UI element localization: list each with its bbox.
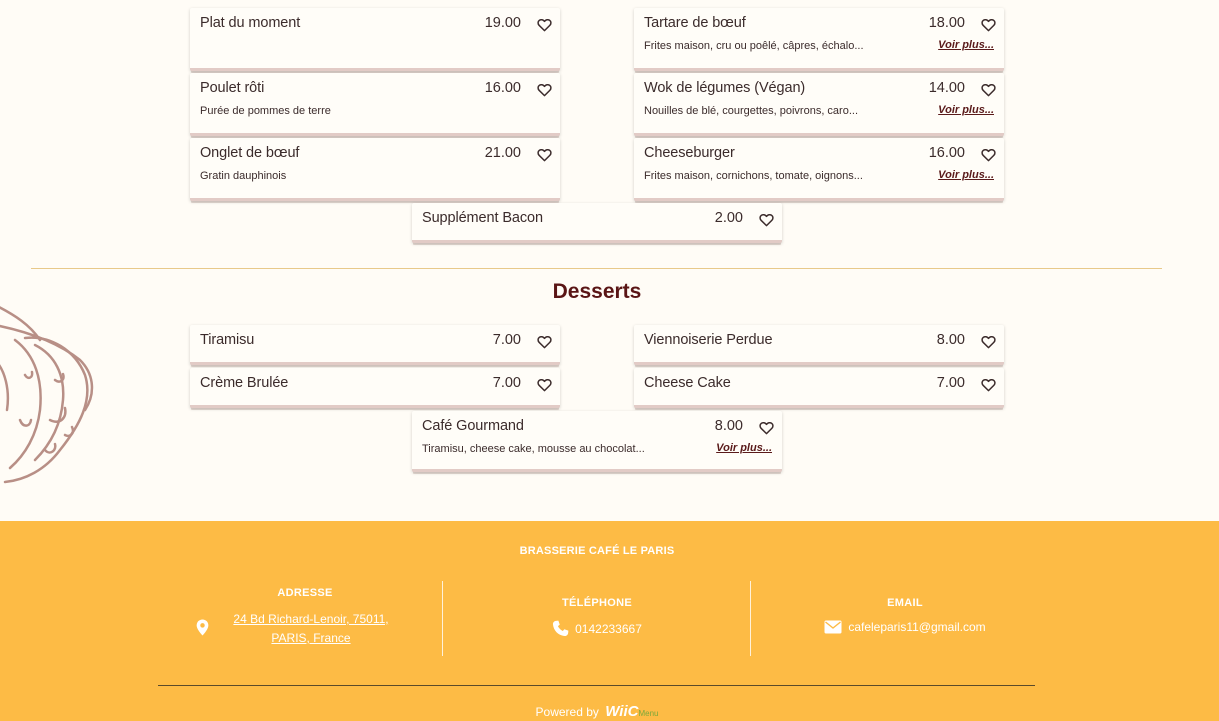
item-name: Cheese Cake (644, 375, 731, 391)
menu-item-card[interactable] (634, 8, 1004, 71)
item-description: Frites maison, cornichons, tomate, oignons... (644, 170, 863, 182)
footer-separator (442, 581, 443, 656)
heart-icon[interactable] (981, 335, 996, 349)
heart-icon[interactable] (537, 18, 552, 32)
heart-icon[interactable] (537, 378, 552, 392)
menu-item-card[interactable] (634, 73, 1004, 136)
item-price: 21.00 (484, 145, 521, 161)
item-name: Café Gourmand (422, 418, 524, 434)
see-more-link[interactable]: Voir plus... (716, 442, 772, 454)
heart-icon[interactable] (981, 148, 996, 162)
footer-divider (158, 685, 1035, 686)
heart-icon[interactable] (537, 83, 552, 97)
address-link[interactable] (233, 612, 388, 645)
phone-number[interactable]: 0142233667 (575, 621, 642, 636)
menu-item-card[interactable] (190, 8, 560, 71)
footer-brand-name: BRASSERIE CAFÉ LE PARIS (519, 545, 675, 557)
menu-item-card[interactable] (634, 368, 1004, 408)
address-line-2: PARIS, France (271, 631, 351, 645)
see-more-link[interactable]: Voir plus... (938, 39, 994, 51)
heart-icon[interactable] (981, 83, 996, 97)
heart-icon[interactable] (537, 335, 552, 349)
email-label: EMAIL (887, 597, 923, 609)
footer-email (790, 597, 1020, 634)
powered-by-label: Powered by (535, 705, 599, 719)
item-price: 18.00 (928, 15, 965, 31)
phone-label: TÉLÉPHONE (562, 597, 632, 609)
map-pin-icon (196, 619, 209, 636)
menu-item-card[interactable] (190, 368, 560, 408)
phone-icon (552, 620, 569, 637)
footer-separator (750, 581, 751, 656)
item-name: Cheeseburger (644, 145, 735, 161)
footer (0, 521, 1219, 721)
section-title-desserts: Desserts (552, 280, 642, 303)
address-label: ADRESSE (277, 587, 333, 599)
see-more-link[interactable]: Voir plus... (938, 104, 994, 116)
heart-icon[interactable] (981, 378, 996, 392)
item-price: 14.00 (928, 80, 965, 96)
heart-icon[interactable] (759, 421, 774, 435)
item-price: 2.00 (714, 210, 743, 226)
heart-icon[interactable] (759, 213, 774, 227)
item-description: Tiramisu, cheese cake, mousse au chocolat... (422, 443, 645, 455)
footer-address (190, 587, 420, 648)
wiic-logo[interactable]: WiiC (605, 703, 639, 720)
footer-phone (482, 597, 712, 637)
item-name: Wok de légumes (Végan) (644, 80, 806, 96)
item-price: 16.00 (484, 80, 521, 96)
item-name: Crème Brulée (200, 375, 289, 391)
item-price: 7.00 (492, 332, 521, 348)
item-price: 19.00 (484, 15, 521, 31)
section-divider (31, 268, 1162, 269)
item-price: 16.00 (928, 145, 965, 161)
item-description: Gratin dauphinois (200, 170, 287, 182)
menu-item-card[interactable] (190, 138, 560, 201)
item-name: Tartare de bœuf (644, 15, 746, 31)
menu-item-card[interactable] (412, 411, 782, 472)
menu-item-card[interactable] (190, 325, 560, 365)
item-price: 7.00 (936, 375, 965, 391)
menu-item-card[interactable] (190, 73, 560, 136)
bread-illustration (0, 300, 100, 485)
wiic-logo-suffix: Menu (638, 709, 659, 718)
heart-icon[interactable] (537, 148, 552, 162)
menu-item-card[interactable] (634, 138, 1004, 201)
item-price: 8.00 (936, 332, 965, 348)
envelope-icon (824, 620, 842, 634)
item-price: 7.00 (492, 375, 521, 391)
address-line-1: 24 Bd Richard-Lenoir, 75011, (233, 612, 389, 626)
item-description: Purée de pommes de terre (200, 105, 331, 117)
see-more-link[interactable]: Voir plus... (938, 169, 994, 181)
heart-icon[interactable] (981, 18, 996, 32)
item-name: Tiramisu (200, 332, 255, 348)
item-name: Viennoiserie Perdue (644, 332, 773, 348)
item-name: Plat du moment (200, 15, 301, 31)
item-name: Onglet de bœuf (200, 145, 300, 161)
menu-item-card[interactable] (634, 325, 1004, 365)
powered-by (0, 703, 1194, 720)
item-name: Supplément Bacon (422, 210, 543, 226)
item-description: Nouilles de blé, courgettes, poivrons, caro... (644, 105, 859, 117)
item-price: 8.00 (714, 418, 743, 434)
menu-item-card[interactable] (412, 203, 782, 243)
item-name: Poulet rôti (200, 80, 265, 96)
item-description: Frites maison, cru ou poêlé, câpres, échalo... (644, 40, 864, 52)
email-address[interactable]: cafeleparis11@gmail.com (848, 620, 986, 634)
